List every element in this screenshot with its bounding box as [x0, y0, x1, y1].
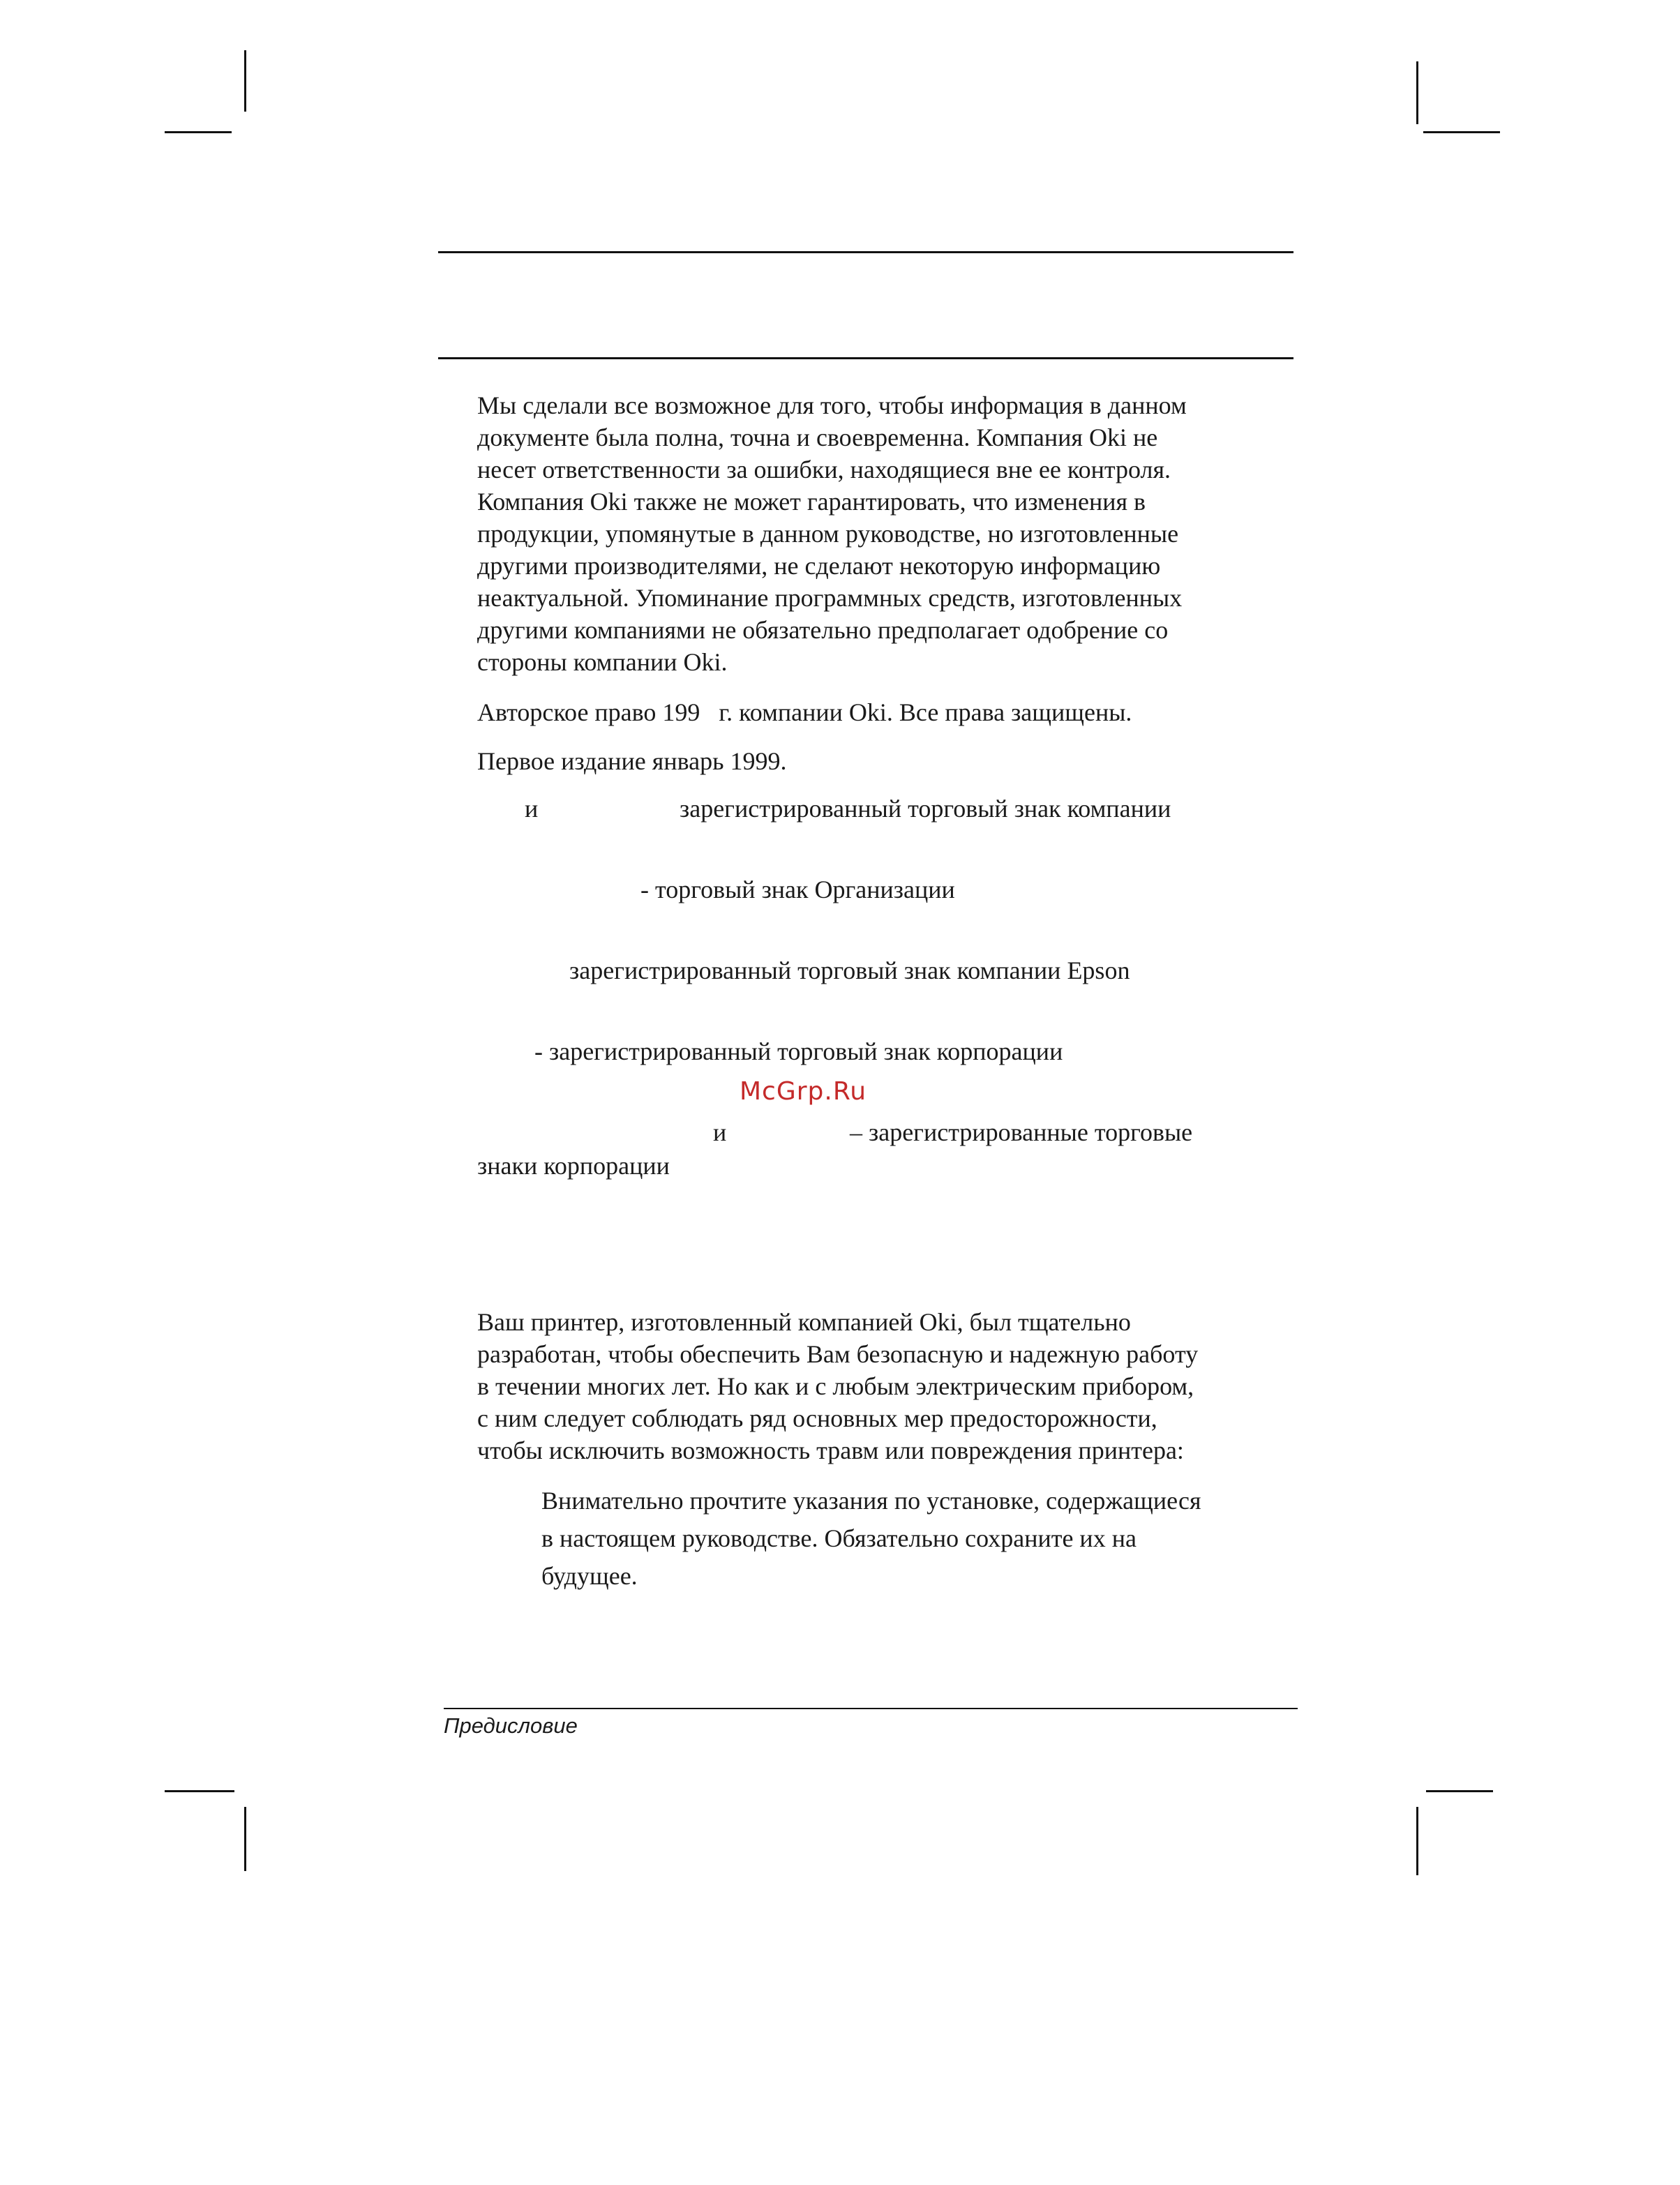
safety-line: разработан, чтобы обеспечить Вам безопасную и надежную работу [477, 1340, 1199, 1368]
intro-line: Компания Oki также не может гарантировать, что изменения в [477, 488, 1146, 516]
trademark-2-text: - торговый знак Организации [640, 876, 955, 903]
crop-mark-top-right-vertical [1416, 61, 1418, 124]
intro-line: продукции, упомянутые в данном руководстве, но изготовленные [477, 520, 1179, 548]
safety-line: в течении многих лет. Но как и с любым электрическим прибором, [477, 1372, 1194, 1400]
safety-line: чтобы исключить возможность травм или повреждения принтера: [477, 1436, 1184, 1464]
footer-section-title: Предисловие [444, 1713, 578, 1738]
trademark-5-text: – зарегистрированные торговые [850, 1118, 1193, 1146]
footer-rule [444, 1708, 1298, 1709]
safety-line: с ним следует соблюдать ряд основных мер предосторожности, [477, 1404, 1157, 1432]
trademark-1-text: зарегистрированный торговый знак компании [680, 795, 1171, 823]
copyright-line: Авторское право 199 г. компании Oki. Все права защищены. [477, 698, 1132, 726]
trademark-5-continuation: знаки корпорации [477, 1152, 670, 1180]
header-rule-bottom [438, 357, 1293, 359]
intro-line: стороны компании Oki. [477, 648, 728, 676]
intro-line: несет ответственности за ошибки, находящиеся вне ее контроля. [477, 456, 1171, 483]
safety-line: Ваш принтер, изготовленный компанией Oki, был тщательно [477, 1308, 1131, 1336]
trademark-1-and: и [525, 795, 539, 823]
trademark-5-and: и [713, 1118, 727, 1146]
instruction-line: в настоящем руководстве. Обязательно сохраните их на [541, 1524, 1137, 1552]
instruction-line: Внимательно прочтите указания по установке, содержащиеся [541, 1487, 1201, 1515]
intro-line: документе была полна, точна и своевременна. Компания Oki не [477, 423, 1158, 451]
safety-instruction [541, 1482, 1201, 1595]
trademark-4-text: - зарегистрированный торговый знак корпорации [534, 1037, 1063, 1065]
intro-line: другими компаниями не обязательно предполагает одобрение со [477, 616, 1169, 644]
crop-mark-bottom-right-vertical [1416, 1807, 1418, 1875]
header-rule-top [438, 251, 1293, 253]
watermark: McGrp.Ru [740, 1077, 867, 1106]
intro-line: неактуальной. Упоминание программных средств, изготовленных [477, 584, 1183, 612]
crop-mark-bottom-left-horizontal [165, 1790, 234, 1792]
crop-mark-top-right-horizontal [1423, 131, 1500, 133]
safety-paragraph [477, 1306, 1198, 1466]
crop-mark-top-left-horizontal [165, 131, 232, 133]
intro-line: Мы сделали все возможное для того, чтобы информация в данном [477, 391, 1187, 419]
intro-paragraph [477, 389, 1187, 678]
trademark-3-text: зарегистрированный торговый знак компании Epson [569, 956, 1130, 984]
edition-line: Первое издание январь 1999. [477, 747, 787, 775]
intro-line: другими производителями, не сделают некоторую информацию [477, 552, 1161, 580]
instruction-line: будущее. [541, 1562, 638, 1590]
crop-mark-bottom-right-horizontal [1426, 1790, 1493, 1792]
crop-mark-bottom-left-vertical [244, 1807, 246, 1871]
crop-mark-top-left-vertical [244, 50, 246, 112]
